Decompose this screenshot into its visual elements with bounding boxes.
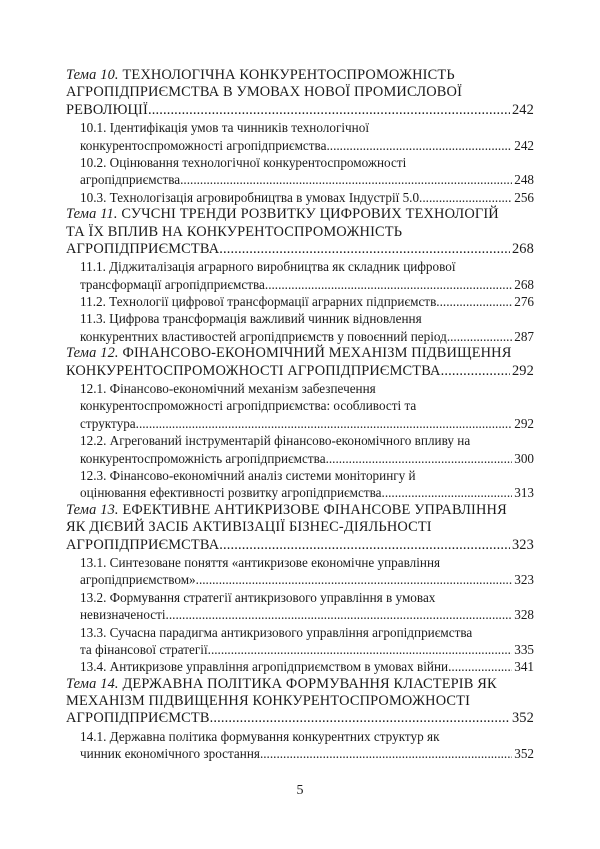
table-of-contents — [66, 67, 534, 763]
subsection-line — [66, 310, 534, 327]
subsection-list — [66, 258, 534, 345]
subsection-entry-text — [80, 415, 136, 432]
subsection-line — [66, 589, 534, 606]
subsection-entry-label: агропідприємством» — [80, 572, 196, 588]
subsection-line — [66, 380, 534, 397]
subsection-entry-label: структура — [80, 415, 136, 431]
page-ref: 335 — [514, 641, 534, 657]
topic-title-line — [66, 206, 534, 223]
subsection-text: 12.3. Фінансово-економічний аналіз системи моніторингу й — [80, 467, 416, 483]
dot-leader — [326, 450, 513, 467]
topic-title-line — [66, 224, 534, 241]
page-ref: 287 — [514, 328, 534, 344]
topic-entry — [66, 67, 534, 119]
topic-title-last-line-label: АГРОПІДПРИЄМСТВА — [66, 536, 220, 553]
subsection-entry — [66, 189, 534, 206]
topic-entry — [66, 206, 534, 258]
page-ref: 242 — [511, 101, 534, 118]
subsection-entry-text — [80, 189, 422, 206]
page-ref: 323 — [514, 572, 534, 588]
topic-title-text: ТА ЇХ ВПЛИВ НА КОНКУРЕНТОСПРОМОЖНІСТЬ — [66, 223, 403, 240]
topic-title-text: ЯК ДІЄВИЙ ЗАСІБ АКТИВІЗАЦІЇ БІЗНЕС-ДІЯЛЬНОСТІ — [66, 519, 432, 536]
subsection-entry-text — [80, 450, 326, 467]
subsection-entry-text — [80, 641, 208, 658]
subsection-entry — [66, 571, 534, 588]
subsection-entry — [66, 658, 534, 675]
subsection-entry — [66, 171, 534, 188]
topic-title-last-line-text — [66, 363, 441, 380]
dot-leader — [441, 363, 510, 380]
subsection-text: 10.1. Ідентифікація умов та чинників технологічної — [80, 120, 369, 136]
dot-leader — [260, 745, 512, 762]
dot-leader — [166, 606, 513, 623]
subsection-entry — [66, 276, 534, 293]
subsection-entry — [66, 293, 534, 310]
subsection-text: 11.3. Цифрова трансформація важливий чинник відновлення — [80, 311, 422, 327]
topic-label: Тема 14. — [66, 675, 119, 692]
topic-title-line — [66, 502, 534, 519]
subsection-entry — [66, 606, 534, 623]
subsection-line — [66, 258, 534, 275]
topic-title-line — [66, 519, 534, 536]
dot-leader — [210, 710, 510, 727]
topic-title-last-line-text — [66, 102, 148, 119]
dot-leader — [422, 189, 512, 206]
subsection-entry — [66, 641, 534, 658]
subsection-entry-label: агропідприємства — [80, 172, 181, 188]
subsection-entry-label: та фінансової стратегії — [80, 641, 208, 657]
topic-title-text: МЕХАНІЗМ ПІДВИЩЕННЯ КОНКУРЕНТОСПРОМОЖНОСТІ — [66, 693, 471, 710]
topic-title-last-line — [66, 363, 534, 380]
subsection-entry-text — [80, 276, 265, 293]
topic-title-last-line-label: АГРОПІДПРИЄМСТВА — [66, 240, 220, 257]
subsection-text: 13.2. Формування стратегії антикризового управління в умовах — [80, 589, 436, 605]
topic-title-last-line — [66, 537, 534, 554]
subsection-entry — [66, 450, 534, 467]
subsection-entry-text — [80, 606, 166, 623]
topic-title-last-line-label: КОНКУРЕНТОСПРОМОЖНОСТІ АГРОПІДПРИЄМСТВА — [66, 362, 441, 379]
dot-leader — [219, 537, 510, 554]
page-ref: 352 — [514, 746, 534, 762]
subsection-line — [66, 397, 534, 414]
topic-title-last-line-text — [66, 710, 210, 727]
subsection-entry-label: трансформації агропідприємства — [80, 276, 265, 292]
subsection-entry-label: оцінювання ефективності розвитку агропідприємства — [80, 485, 382, 501]
page-ref: 276 — [514, 294, 534, 310]
dot-leader — [180, 171, 512, 188]
topic-title-text: ДЕРЖАВНА ПОЛІТИКА ФОРМУВАННЯ КЛАСТЕРІВ ЯК — [122, 675, 497, 692]
topic-label: Тема 11. — [66, 206, 118, 223]
topic-label: Тема 12. — [66, 345, 119, 362]
subsection-line — [66, 728, 534, 745]
page-ref: 313 — [514, 485, 534, 501]
subsection-line — [66, 624, 534, 641]
topic-title-line — [66, 84, 534, 101]
page-ref: 268 — [514, 276, 534, 292]
subsection-line — [66, 432, 534, 449]
subsection-text: 14.1. Державна політика формування конкурентних структур як — [80, 728, 440, 744]
page-ref: 300 — [514, 450, 534, 466]
subsection-entry-text — [80, 293, 436, 310]
page-ref: 323 — [511, 536, 534, 553]
subsection-line — [66, 154, 534, 171]
page-ref: 248 — [514, 172, 534, 188]
topic-title-last-line-text — [66, 241, 219, 258]
topic-title-last-line — [66, 710, 534, 727]
subsection-entry-text — [80, 328, 447, 345]
subsection-entry-label: 11.2. Технології цифрової трансформації аграрних підприємств — [80, 294, 437, 310]
subsection-entry — [66, 745, 534, 762]
page-ref: 268 — [511, 240, 534, 257]
subsection-entry-text — [80, 484, 382, 501]
topic-title-line — [66, 67, 534, 84]
topic-title-line — [66, 345, 534, 362]
subsection-line — [66, 467, 534, 484]
topic-title-last-line-label: РЕВОЛЮЦІЇ — [66, 101, 148, 118]
page-number: 5 — [296, 783, 304, 798]
topic-label: Тема 10. — [66, 67, 119, 83]
topic-title-last-line — [66, 102, 534, 119]
subsection-list — [66, 554, 534, 676]
topic-entry — [66, 345, 534, 380]
subsection-list — [66, 728, 534, 763]
page-ref: 292 — [511, 362, 534, 379]
topic-entry — [66, 676, 534, 728]
dot-leader — [208, 641, 513, 658]
subsection-text: 13.1. Синтезоване поняття «антикризове економічне управління — [80, 554, 441, 570]
page-ref: 292 — [514, 415, 534, 431]
dot-leader — [219, 241, 510, 258]
page-ref: 341 — [514, 659, 534, 675]
topic-title-text: АГРОПІДПРИЄМСТВА В УМОВАХ НОВОЇ ПРОМИСЛОВОЇ — [66, 84, 463, 101]
page-ref: 352 — [511, 710, 534, 727]
subsection-entry-label: конкурентоспроможність агропідприємства — [80, 450, 326, 466]
subsection-text: 13.3. Сучасна парадигма антикризового управління агропідприємства — [80, 624, 473, 640]
subsection-entry-label: конкурентоспроможності агропідприємства — [80, 137, 327, 153]
page-ref: 328 — [514, 607, 534, 623]
subsection-entry — [66, 328, 534, 345]
dot-leader — [136, 415, 513, 432]
page-ref: 256 — [514, 189, 534, 205]
subsection-entry-label: 10.3. Технологізація агровиробництва в умовах Індустрії 5.0. — [80, 189, 423, 205]
subsection-text: конкурентоспроможності агропідприємства: особливості та — [80, 398, 417, 414]
subsection-list — [66, 119, 534, 206]
subsection-text: 11.1. Діджиталізація аграрного виробництва як складник цифрової — [80, 259, 456, 275]
topic-title-text: ЕФЕКТИВНЕ АНТИКРИЗОВЕ ФІНАНСОВЕ УПРАВЛІННЯ — [122, 501, 507, 518]
subsection-entry-text — [80, 571, 196, 588]
topic-title-last-line — [66, 241, 534, 258]
subsection-entry-label: невизначеності — [80, 607, 166, 623]
subsection-entry-label: чинник економічного зростання — [80, 746, 260, 762]
topic-title-text: СУЧСНІ ТРЕНДИ РОЗВИТКУ ЦИФРОВИХ ТЕХНОЛОГІЙ — [121, 206, 499, 223]
subsection-text: 10.2. Оцінювання технологічної конкурентоспроможності — [80, 154, 407, 170]
dot-leader — [448, 658, 512, 675]
topic-title-line — [66, 693, 534, 710]
subsection-text: 12.2. Агрегований інструментарій фінансово-економічного впливу на — [80, 433, 471, 449]
topic-title-last-line-text — [66, 537, 219, 554]
subsection-entry-text — [80, 171, 180, 188]
dot-leader — [265, 276, 512, 293]
dot-leader — [148, 102, 510, 119]
subsection-entry — [66, 484, 534, 501]
subsection-text: 12.1. Фінансово-економічний механізм забезпечення — [80, 381, 376, 397]
topic-entry — [66, 502, 534, 554]
subsection-line — [66, 119, 534, 136]
subsection-list — [66, 380, 534, 502]
dot-leader — [196, 571, 513, 588]
topic-title-text: ТЕХНОЛОГІЧНА КОНКУРЕНТОСПРОМОЖНІСТЬ — [122, 67, 455, 83]
subsection-entry-label: 13.4. Антикризове управління агропідприємством в умовах війни — [80, 659, 449, 675]
subsection-entry-text — [80, 137, 326, 154]
subsection-entry — [66, 137, 534, 154]
subsection-entry-text — [80, 745, 260, 762]
dot-leader — [382, 484, 513, 501]
subsection-entry-label: конкурентних властивостей агропідприємств у повоєнний період — [80, 328, 447, 344]
dot-leader — [326, 137, 512, 154]
dot-leader — [447, 328, 512, 345]
subsection-entry — [66, 415, 534, 432]
topic-title-text: ФІНАНСОВО-ЕКОНОМІЧНИЙ МЕХАНІЗМ ПІДВИЩЕННЯ — [122, 345, 512, 362]
topic-label: Тема 13. — [66, 501, 119, 518]
dot-leader — [436, 293, 512, 310]
topic-title-last-line-label: АГРОПІДПРИЄМСТВ — [66, 710, 210, 727]
topic-title-line — [66, 676, 534, 693]
subsection-line — [66, 554, 534, 571]
subsection-entry-text — [80, 658, 448, 675]
page-ref: 242 — [514, 137, 534, 153]
